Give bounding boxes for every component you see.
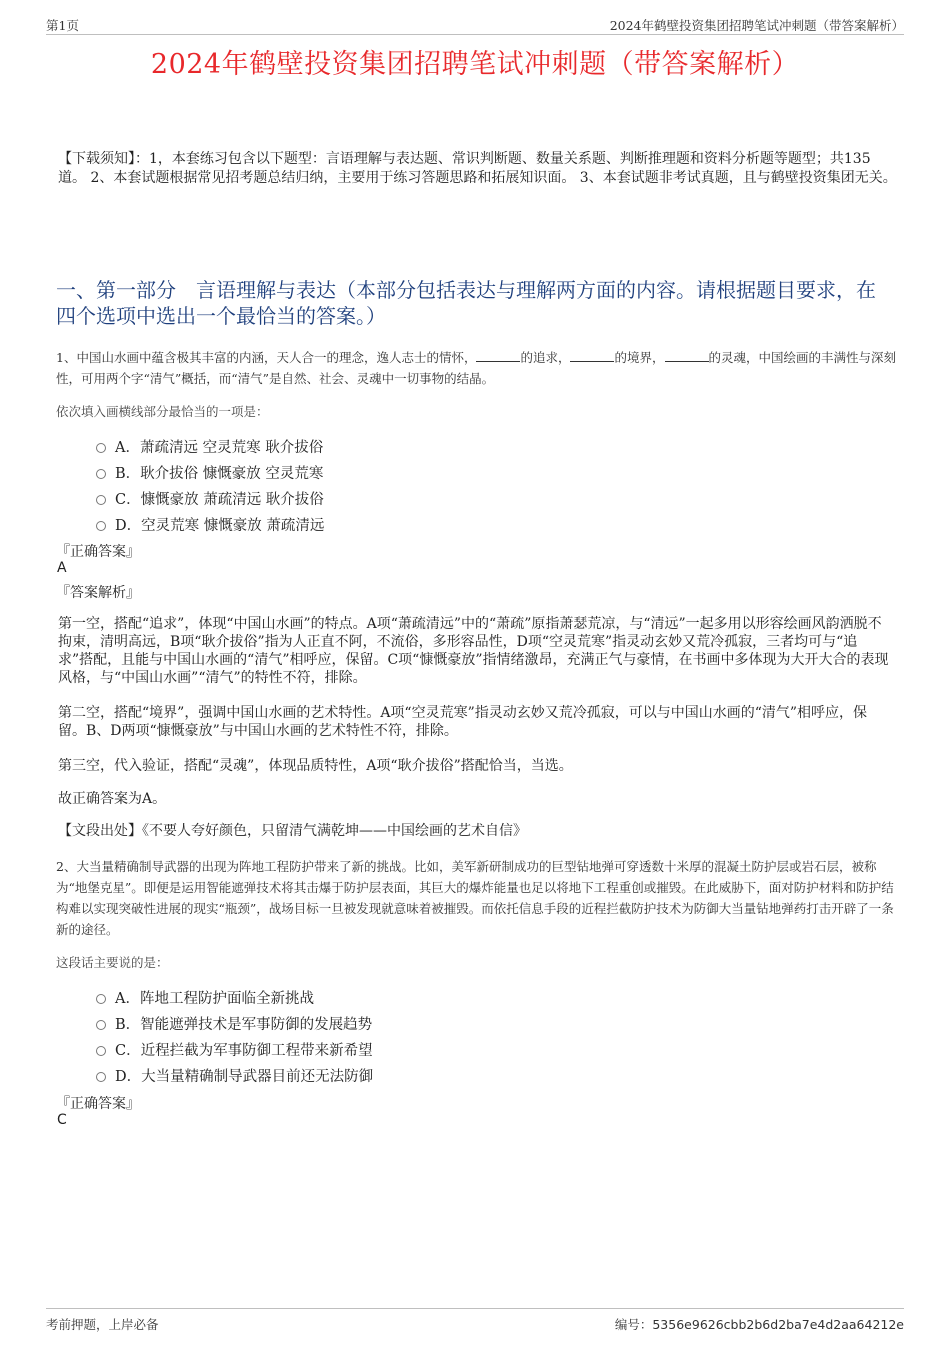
question-1-stem <box>56 347 900 389</box>
correct-answer-label: 『正确答案』 <box>56 1096 140 1112</box>
question-2-options <box>96 984 373 1088</box>
option-label: A．阵地工程防护面临全新挑战 <box>115 990 314 1007</box>
option-a[interactable] <box>96 984 373 1010</box>
option-label: B．耿介拔俗 慷慨豪放 空灵荒寒 <box>115 465 324 482</box>
question-1-options <box>96 433 324 537</box>
download-notice: 【下载须知】：1，本套练习包含以下题型：言语理解与表达题、常识判断题、数量关系题、判断推理题和资料分析题等题型；共135道。 2、本套试题根据常见招考题总结归纳，主要用于练习答题思路和拓展知识面。 3、本套试题非考试真题，且与鹤壁投资集团无关。 <box>58 151 897 186</box>
radio-icon[interactable] <box>96 495 106 505</box>
option-label: D．大当量精确制导武器目前还无法防御 <box>115 1068 374 1085</box>
fill-blank <box>570 349 614 362</box>
analysis-paragraph-3: 第三空，代入验证，搭配“灵魂”，体现品质特性，A项“耿介拔俗”搭配恰当，当选。 <box>58 758 573 774</box>
radio-icon[interactable] <box>96 443 106 453</box>
question-1-stem-part-a: 1、中国山水画中蕴含极其丰富的内涵，天人合一的理念，逸人志士的情怀， <box>56 350 477 365</box>
option-label: D．空灵荒寒 慷慨豪放 萧疏清远 <box>115 517 325 534</box>
option-a[interactable] <box>96 433 324 459</box>
page-number: 第1页 <box>46 18 79 33</box>
radio-icon[interactable] <box>96 994 106 1004</box>
analysis-conclusion: 故正确答案为A。 <box>58 791 167 807</box>
document-code <box>615 1315 904 1333</box>
radio-icon[interactable] <box>96 469 106 479</box>
page-header <box>46 14 904 35</box>
code-label: 编号： <box>614 1317 653 1332</box>
page-footer <box>46 1308 904 1333</box>
option-b[interactable] <box>96 459 324 485</box>
radio-icon[interactable] <box>96 1046 106 1056</box>
question-2-stem: 2、大当量精确制导武器的出现为阵地工程防护带来了新的挑战。比如，美军新研制成功的巨型钻地弹可穿透数十米厚的混凝土防护层或岩石层，被称为“地堡克星”。即便是运用智能遮弹技术将其击爆于防护层表面，其巨大的爆炸能量也足以将地下工程重创或摧毁。在此威胁下，面对防护材料和防护结构难以实现突破性进展的现实“瓶颈”，战场目标一旦被发现就意味着被摧毁。而依托信息手段的近程拦截防护技术为防御大当量钻地弹药打击开辟了一条新的途径。 <box>56 859 894 937</box>
document-title: 2024年鹤壁投资集团招聘笔试冲刺题（带答案解析） <box>150 49 800 80</box>
fill-blank <box>476 349 520 362</box>
option-c[interactable] <box>96 485 324 511</box>
option-b[interactable] <box>96 1010 373 1036</box>
footer-slogan: 考前押题，上岸必备 <box>46 1317 159 1332</box>
option-label: C．慷慨豪放 萧疏清远 耿介拔俗 <box>115 491 324 508</box>
correct-answer: A <box>57 560 67 576</box>
correct-answer-label: 『正确答案』 <box>56 544 140 560</box>
analysis-paragraph-2: 第二空，搭配“境界”，强调中国山水画的艺术特性。A项“空灵荒寒”指灵动玄妙又荒冷孤寂，可以与中国山水画的“清气”相呼应，保留。B、D两项“慷慨豪放”与中国山水画的艺术特性不符，排除。 <box>58 705 868 739</box>
running-title: 2024年鹤壁投资集团招聘笔试冲刺题（带答案解析） <box>609 18 904 33</box>
code-value: 5356e9626cbb2b6d2ba7e4d2aa64212e <box>652 1317 904 1332</box>
option-d[interactable] <box>96 1062 373 1088</box>
radio-icon[interactable] <box>96 1072 106 1082</box>
analysis-paragraph-1: 第一空，搭配“追求”，体现“中国山水画”的特点。A项“萧疏清远”中的“萧疏”原指萧瑟荒凉，与“清远”一起多用以形容绘画风韵洒脱不拘束，清明高远，B项“耿介拔俗”指为人正直不阿，不流俗，多形容品性，D项“空灵荒寒”指灵动玄妙又荒冷孤寂，三者均可与“追求”搭配，且能与中国山水画的“清气”相呼应，保留。C项“慷慨豪放”指情绪激昂，充满正气与豪情，在书画中多体现为大开大合的表现风格，与“中国山水画”“清气”的特性不符，排除。 <box>58 616 889 686</box>
source-citation: 【文段出处】《不要人夸好颜色，只留清气满乾坤——中国绘画的艺术自信》 <box>58 823 527 839</box>
option-label: A．萧疏清远 空灵荒寒 耿介拔俗 <box>115 439 324 456</box>
question-1-stem-part-b: 的追求， <box>520 350 571 365</box>
radio-icon[interactable] <box>96 1020 106 1030</box>
question-1-stem-part-c: 的境界， <box>614 350 665 365</box>
section-title: 一、第一部分 言语理解与表达（本部分包括表达与理解两方面的内容。请根据题目要求，在四个选项中选出一个最恰当的答案。） <box>56 278 876 328</box>
question-1-stem-part-d: 的灵魂，中国绘画的丰满性与深刻性，可用两个字“清气”概括，而“清气”是自然、社会、灵魂中一切事物的结晶。 <box>56 350 897 386</box>
question-2-prompt: 这段话主要说的是： <box>56 955 169 970</box>
option-d[interactable] <box>96 511 324 537</box>
fill-blank <box>665 349 709 362</box>
option-c[interactable] <box>96 1036 373 1062</box>
option-label: C．近程拦截为军事防御工程带来新希望 <box>115 1042 373 1059</box>
option-label: B．智能遮弹技术是军事防御的发展趋势 <box>115 1016 373 1033</box>
radio-icon[interactable] <box>96 521 106 531</box>
question-1-prompt: 依次填入画横线部分最恰当的一项是： <box>56 404 269 419</box>
analysis-label: 『答案解析』 <box>56 585 140 601</box>
correct-answer: C <box>57 1112 67 1128</box>
